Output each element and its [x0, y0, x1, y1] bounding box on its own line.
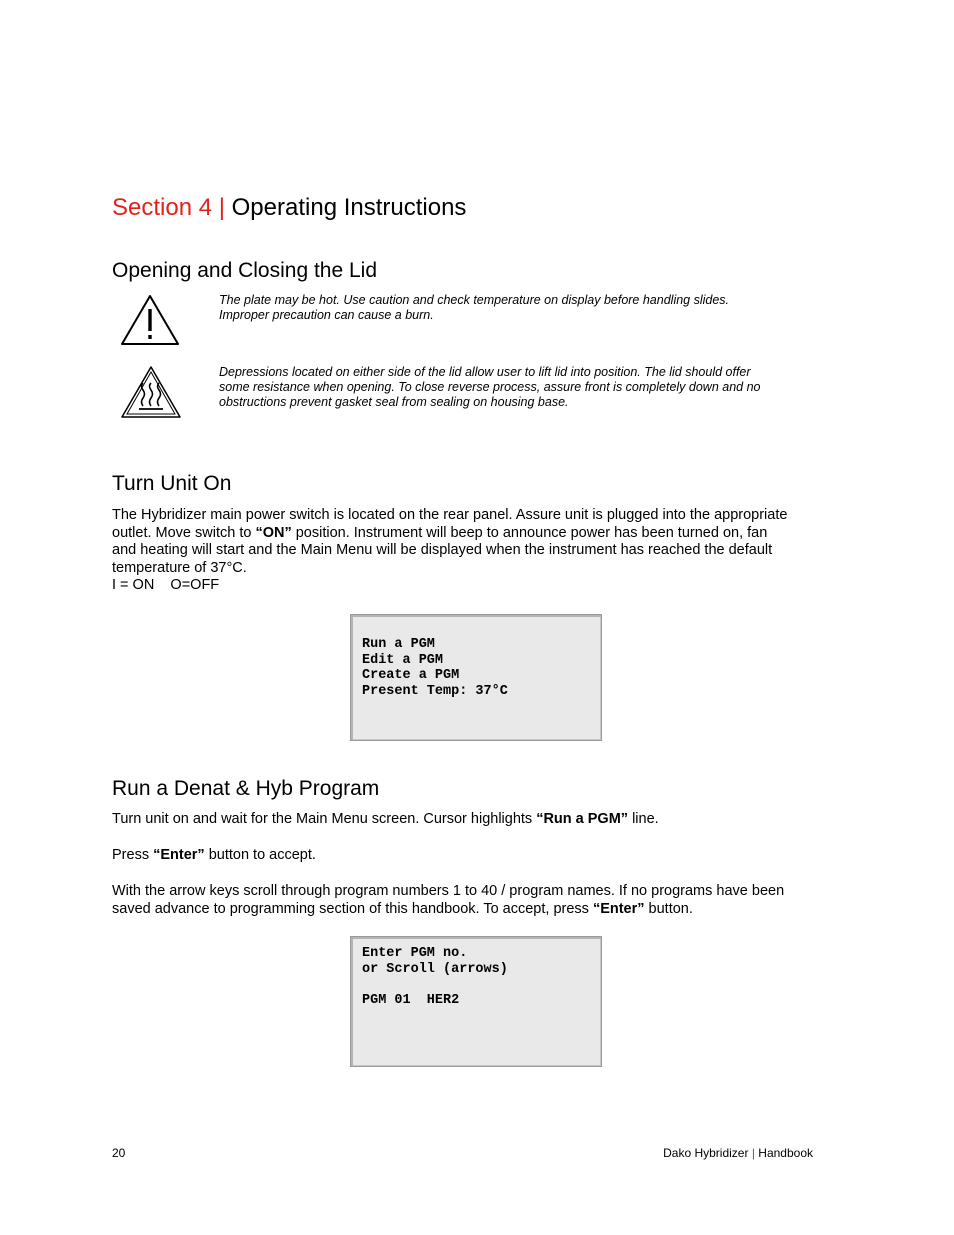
- run-paragraph-1: Turn unit on and wait for the Main Menu screen. Cursor highlights “Run a PGM” line.: [112, 811, 659, 827]
- display-line: [362, 977, 601, 993]
- display-line: or Scroll (arrows): [362, 961, 508, 977]
- section-title: Operating Instructions: [231, 194, 467, 221]
- run-paragraph-2: Press “Enter” button to accept.: [112, 847, 316, 863]
- display-line: Enter PGM no.: [362, 946, 468, 961]
- program-select-display: [350, 936, 602, 1067]
- turn-on-heading: Turn Unit On: [112, 472, 232, 495]
- display-line: Present Temp: 37°C: [362, 684, 508, 700]
- lid-heading: Opening and Closing the Lid: [112, 259, 378, 282]
- warning-icon: [119, 293, 181, 347]
- section-label: Section 4 |: [112, 194, 225, 221]
- lid-note-text: Depressions located on either side of the lid allow user to lift lid into position. The lid should offer some resistance when opening. To close reverse process, assure front is completely down and no obstructions prevent gasket seal from sealing on housing base.: [219, 365, 761, 409]
- display-line: PGM 01 HER2: [362, 993, 460, 1009]
- hot-surface-icon: [119, 364, 183, 420]
- turn-on-paragraph: The Hybridizer main power switch is located on the rear panel. Assure unit is plugged into the appropriate outlet. Move switch to “ON” position. Instrument will beep to announce power has been turned on, fan and heating will start and the Main Menu will be displayed when the instrument has reached the default temperature of 37°C. I = ON O=OFF: [112, 507, 788, 593]
- display-line: Run a PGM: [362, 637, 435, 652]
- page-title: [112, 193, 466, 223]
- run-heading: Run a Denat & Hyb Program: [112, 777, 380, 800]
- display-line: Create a PGM: [362, 668, 460, 684]
- footer-title: Dako Hybridizer | Handbook: [663, 1146, 813, 1160]
- page-number: 20: [112, 1146, 126, 1160]
- run-paragraph-3: With the arrow keys scroll through program numbers 1 to 40 / program names. If no programs have been saved advance to programming section of this handbook. To accept, press “Enter” button.: [112, 883, 785, 917]
- display-line: Edit a PGM: [362, 652, 444, 668]
- warning-text: The plate may be hot. Use caution and check temperature on display before handling slides. Improper precaution can cause a burn.: [219, 293, 730, 322]
- main-menu-display: [350, 614, 602, 741]
